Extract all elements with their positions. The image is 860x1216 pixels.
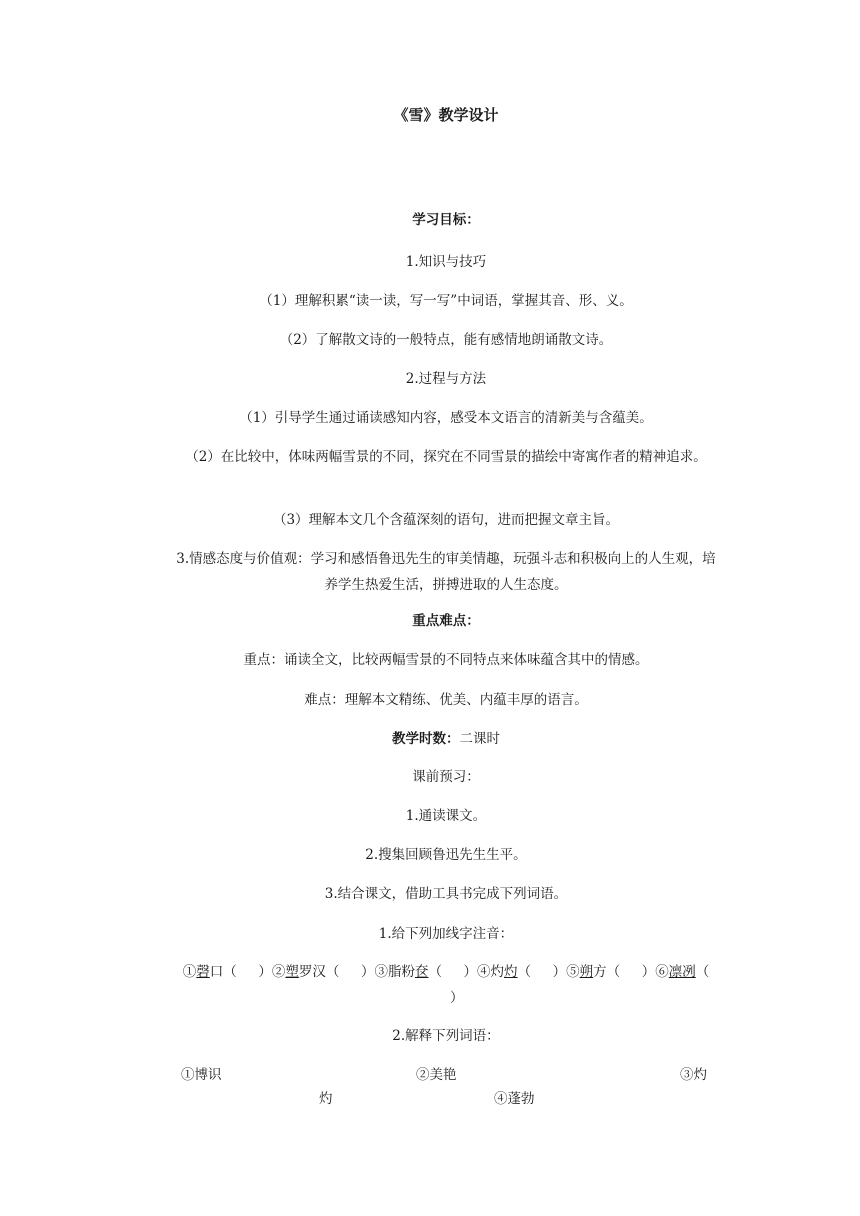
explain-word-1: ①博识 — [181, 1067, 222, 1083]
explain-row-1 — [172, 1063, 720, 1087]
knowledge-item-1: （1）理解积累“读一读，写一写”中词语，掌握其音、形、义。 — [259, 293, 633, 309]
pinyin-item: ④灼灼（ ） — [477, 964, 567, 980]
explain-word-3: ③灼 — [680, 1067, 707, 1083]
pinyin-item: ⑥凛冽（） — [450, 964, 710, 1006]
teaching-hours-value: 二课时 — [459, 731, 500, 747]
explain-word-3-continued: 灼 — [319, 1091, 333, 1107]
preview-item-3: 3.结合课文，借助工具书完成下列词语。 — [324, 886, 568, 902]
key-points-heading: 重点难点： — [412, 613, 480, 629]
explain-word-2: ②美艳 — [416, 1067, 457, 1083]
teaching-hours — [172, 727, 720, 751]
document-page — [172, 0, 720, 1216]
knowledge-item-2: （2）了解散文诗的一般特点，能有感情地朗诵散文诗。 — [279, 332, 613, 348]
pinyin-item: ②塑罗汉（ ） — [271, 964, 375, 980]
explain-row-2 — [172, 1087, 720, 1111]
pinyin-item: ③脂粉奁（ ） — [374, 964, 478, 980]
process-item-1: （1）引导学生通过诵读感知内容，感受本文语言的清新美与含蕴美。 — [239, 410, 653, 426]
pinyin-item: ①磬口（ ） — [182, 964, 272, 980]
pinyin-heading: 1.给下列加线字注音： — [378, 926, 514, 942]
preview-item-1: 1.通读课文。 — [405, 808, 487, 824]
explain-word-4: ④蓬勃 — [494, 1091, 535, 1107]
process-item-3: （3）理解本文几个含蕴深刻的语句，进而把握文章主旨。 — [272, 512, 620, 528]
process-item-2: （2）在比较中，体味两幅雪景的不同，探究在不同雪景的描绘中寄寓作者的精神追求。 — [185, 449, 707, 465]
preview-heading: 课前预习： — [412, 769, 480, 785]
pinyin-exercise — [172, 959, 720, 1011]
emotion-objective: 3.情感态度与价值观：学习和感悟鲁迅先生的审美情趣，玩强斗志和积极向上的人生观，培养学生热爱生活，拼搏进取的人生态度。 — [176, 551, 716, 593]
process-heading: 2.过程与方法 — [405, 371, 487, 387]
knowledge-heading: 1.知识与技巧 — [405, 254, 487, 270]
objectives-heading: 学习目标： — [412, 212, 480, 228]
preview-item-2: 2.搜集回顾鲁迅先生生平。 — [365, 847, 527, 863]
explain-heading: 2.解释下列词语： — [392, 1028, 500, 1044]
key-point-focus: 重点：诵读全文，比较两幅雪景的不同特点来体味蕴含其中的情感。 — [243, 652, 649, 668]
key-point-difficulty: 难点：理解本文精练、优美、内蕴丰厚的语言。 — [304, 692, 588, 708]
pinyin-item: ⑤朔方（ ） — [566, 964, 656, 980]
document-title: 《雪》教学设计 — [393, 106, 499, 124]
teaching-hours-label: 教学时数： — [392, 731, 460, 747]
